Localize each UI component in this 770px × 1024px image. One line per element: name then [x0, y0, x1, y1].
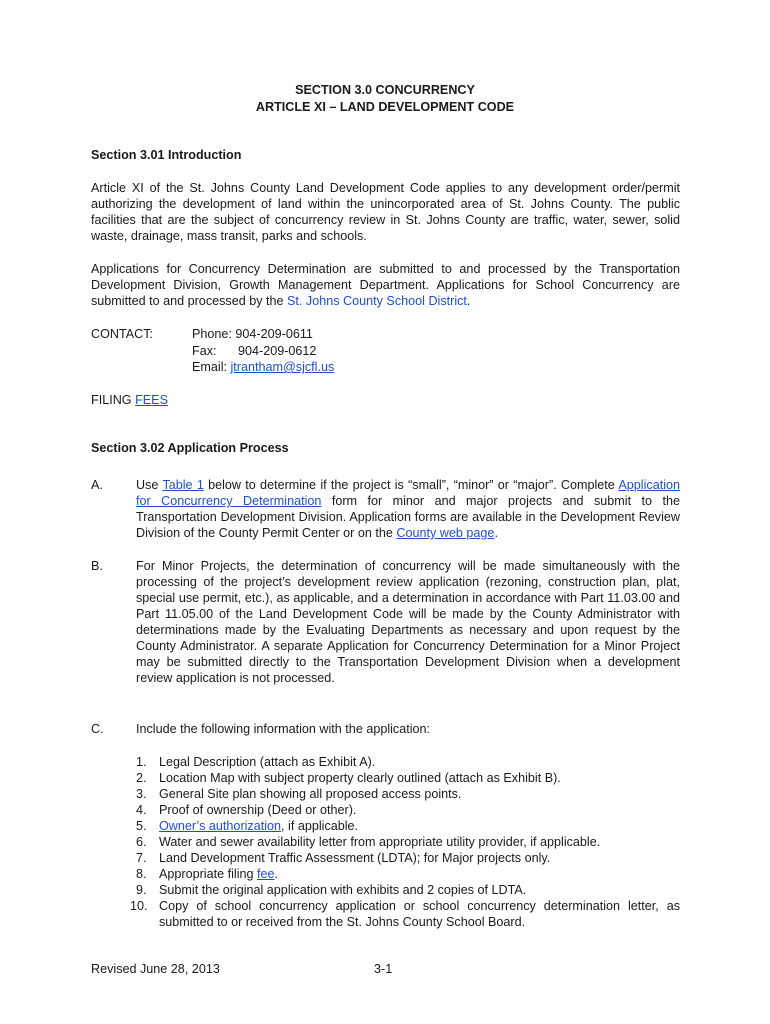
item-a-text-3: form for minor and major projects and submit to the Transportation Development Division. Application forms are available in the Development Review Division of the County Permit Center or on the	[136, 494, 680, 540]
item-b-text: For Minor Projects, the determination of concurrency will be made simultaneously with the processing of the project’s development review application (rezoning, construction plan, plat, special use permit, etc.), as applicable, and a determination in accordance with Part 11.03.00 and Part 11.05.00 of the Land Development Code will be made by the County Administrator with determinations made by the Evaluating Departments as necessary and upon request by the County Administrator. A separate Application for Concurrency Determination for a Minor Project may be submitted directly to the Transportation Development Division when a development review application is not processed.	[136, 559, 680, 685]
contact-fax-row	[192, 343, 316, 359]
item-a-text-4: .	[494, 526, 498, 540]
item-c-label: C.	[91, 722, 104, 736]
list-item	[136, 818, 680, 834]
list-item-number: 1.	[136, 755, 147, 769]
item-a-label: A.	[91, 478, 103, 492]
table-1-link[interactable]: Table 1	[162, 478, 204, 492]
applications-paragraph-text: Applications for Concurrency Determination are submitted to and processed by the Transportation Development Division, Growth Management Department. Applications for School Concurrency are submitted to and processed by the	[91, 262, 680, 308]
list-item-text: Water and sewer availability letter from appropriate utility provider, if applicable.	[159, 835, 601, 849]
section-301-heading: Section 3.01 Introduction	[91, 148, 242, 162]
phone-number: 904-209-0611	[235, 327, 313, 341]
fax-number: 904-209-0612	[238, 344, 317, 358]
list-item-text: , if applicable.	[281, 819, 359, 833]
item-b-label: B.	[91, 559, 103, 573]
list-item-number: 2.	[136, 771, 147, 785]
owners-authorization-link[interactable]: Owner’s authorization	[159, 819, 282, 833]
page-number: 3-1	[374, 962, 393, 976]
filing-label: FILING	[91, 393, 136, 407]
list-item-number: 4.	[136, 803, 147, 817]
list-item-number: 5.	[136, 819, 147, 833]
application-form-link[interactable]: Application for Concurrency Determination	[136, 478, 681, 508]
applications-paragraph-end: .	[466, 294, 471, 308]
list-item	[136, 850, 680, 866]
list-item-number: 7.	[136, 851, 147, 865]
contact-phone-row	[192, 326, 313, 342]
intro-paragraph: Article XI of the St. Johns County Land Development Code applies to any development order/permit authorizing the development of land within the unincorporated area of St. Johns County. The public facilities that are the subject of concurrency review in St. Johns County are traffic, water, sewer, solid waste, drainage, mass transit, parks and schools.	[91, 181, 680, 243]
list-item	[136, 866, 680, 882]
list-item-text: Appropriate filing	[159, 867, 258, 881]
list-item-text: Copy of school concurrency application or school concurrency determination letter, as submitted to or received from the St. Johns County School Board.	[159, 899, 680, 929]
list-item-number: 6.	[136, 835, 147, 849]
contact-email-row	[192, 359, 334, 375]
item-a-text-1: Use	[136, 478, 163, 492]
list-item-text: Proof of ownership (Deed or other).	[159, 803, 357, 817]
county-web-page-link[interactable]: County web page	[396, 526, 495, 540]
item-a-text-2: below to determine if the project is “small”, “minor” or “major”. Complete	[203, 478, 619, 492]
list-item-number: 3.	[136, 787, 147, 801]
list-item-number: 10.	[130, 899, 148, 913]
school-district-link[interactable]: St. Johns County School District	[287, 294, 467, 308]
list-item-text-end: .	[274, 867, 279, 881]
email-label: Email:	[192, 360, 227, 374]
requirements-list	[130, 754, 680, 930]
revision-date: Revised June 28, 2013	[91, 962, 220, 976]
email-link[interactable]: jtrantham@sjcfl.us	[230, 360, 335, 374]
list-item	[136, 834, 680, 850]
item-c-text: Include the following information with the application:	[136, 722, 431, 736]
fax-label: Fax:	[192, 344, 217, 358]
document-title-line2: ARTICLE XI – LAND DEVELOPMENT CODE	[255, 100, 515, 114]
item-a-text	[136, 477, 680, 541]
list-item-text: Location Map with subject property clearly outlined (attach as Exhibit B).	[159, 771, 561, 785]
list-item-text: Land Development Traffic Assessment (LDTA); for Major projects only.	[159, 851, 551, 865]
document-title-line1: SECTION 3.0 CONCURRENCY	[295, 83, 475, 97]
list-item	[136, 754, 680, 770]
applications-paragraph	[91, 261, 680, 309]
list-item	[136, 786, 680, 802]
section-302-heading: Section 3.02 Application Process	[91, 441, 289, 455]
phone-label: Phone:	[192, 327, 232, 341]
list-item	[136, 802, 680, 818]
list-item-text: Submit the original application with exhibits and 2 copies of LDTA.	[159, 883, 527, 897]
list-item-number: 8.	[136, 867, 147, 881]
list-item	[136, 882, 680, 898]
list-item-text: Legal Description (attach as Exhibit A).	[159, 755, 376, 769]
list-item	[136, 770, 680, 786]
list-item-text: General Site plan showing all proposed access points.	[159, 787, 462, 801]
fee-link[interactable]: fee	[257, 867, 275, 881]
fees-link[interactable]: FEES	[135, 393, 168, 407]
list-item-number: 9.	[136, 883, 147, 897]
filing-fees-line	[91, 392, 168, 408]
contact-label: CONTACT:	[91, 327, 154, 341]
list-item	[130, 898, 680, 930]
